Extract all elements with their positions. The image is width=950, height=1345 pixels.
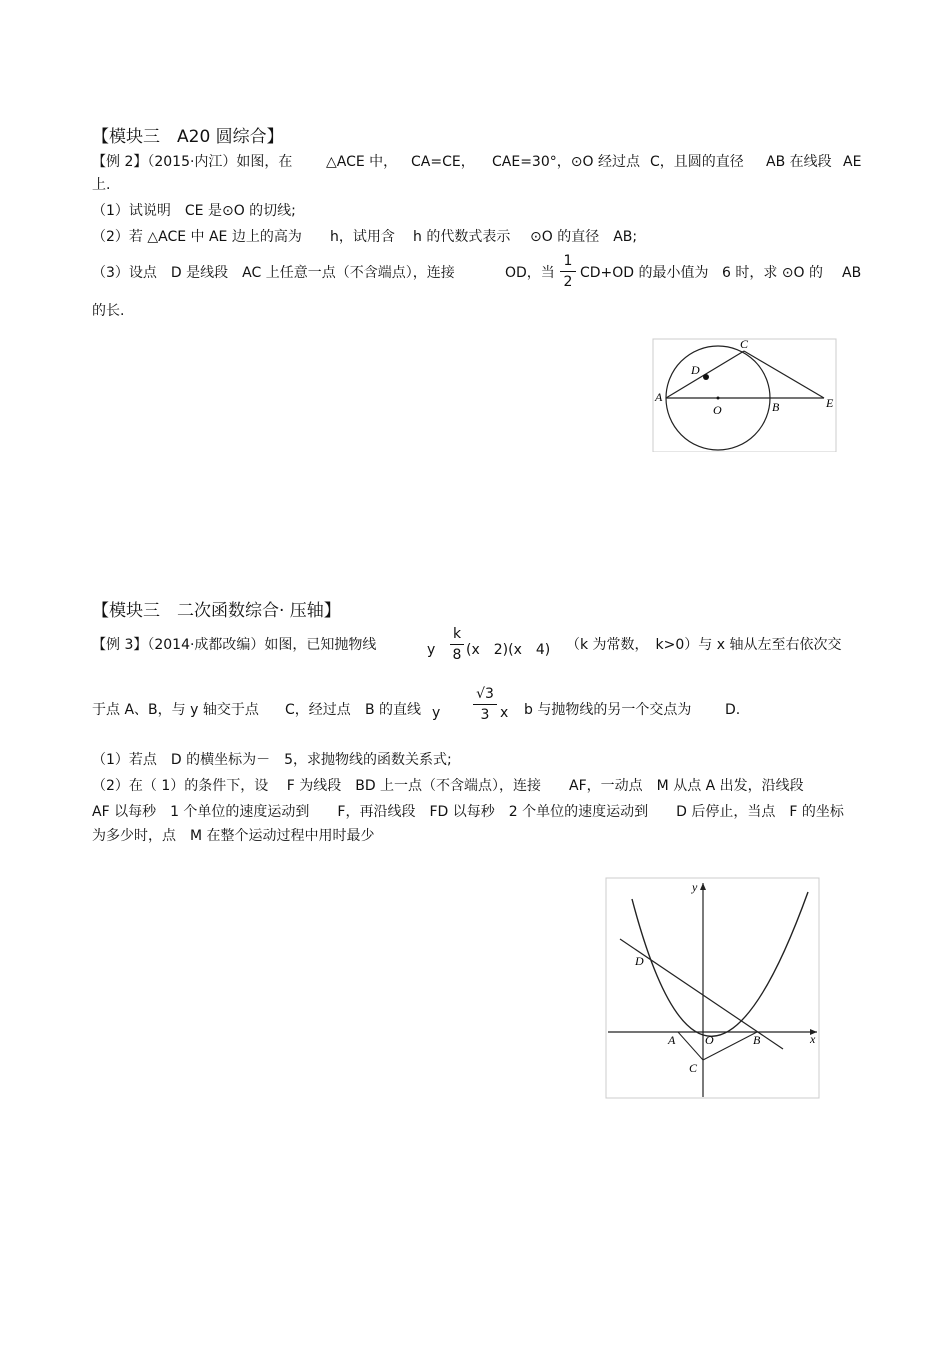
example2-tag: 【例 2】（2015·内江）如图，在 [92,154,293,170]
label-x: x [810,1032,816,1046]
fraction-bar [473,704,497,705]
example2-cond1: CA=CE， [411,154,475,170]
fraction-one-half [560,253,576,290]
module2-heading: 【模块三 二次函数综合· 压轴】 [92,601,341,621]
label-c: C [740,338,749,351]
example3-q1: （1）若点 D 的横坐标为－ 5，求抛物线的函数关系式; [92,752,452,768]
module1-heading: 【模块三 A20 圆综合】 [92,127,284,147]
example2-cond3: C，且圆的直径 [650,154,744,170]
example3-line2c: B 的直线 [365,702,422,718]
fraction-numerator: 1 [563,253,573,269]
label-e: E [826,396,834,410]
example2-q2d: ⊙O 的直径 AB; [530,229,638,245]
example3-q2a: （2）在（ 1）的条件下，设 F 为线段 BD 上一点（不含端点），连接 AF，一动点 M 从点 A 出发，沿线段 [92,778,804,794]
example3-eq-rest: (x 2)(x 4) [466,642,551,658]
label-o: O [713,403,722,417]
example2-q2c: h 的代数式表示 [413,229,511,245]
example2-cond4: AB 在线段 [766,154,832,170]
example3-line2b: C，经过点 [285,702,351,718]
fraction-denominator: 8 [452,647,462,663]
example2-cond5: AE [843,154,862,170]
example2-q1: （1）试说明 CE 是⊙O 的切线; [92,203,296,219]
example2-q3a: （3）设点 D 是线段 AC 上任意一点（不含端点），连接 [92,265,455,281]
example3-q2b: AF 以每秒 1 个单位的速度运动到 F，再沿线段 FD 以每秒 2 个单位的速度运动到 D 后停止，当点 F 的坐标 [92,804,844,820]
label-b: B [753,1033,761,1047]
label-c: C [689,1061,698,1075]
circle-figure [652,338,838,452]
figure-frame [606,878,819,1098]
example2-triangle: △ACE 中， [326,154,398,170]
example3-line2d: b 与抛物线的另一个交点为 [524,702,692,718]
fraction-numerator: √3 [476,686,494,702]
example3-line2a: 于点 A、B，与 y 轴交于点 [92,702,259,718]
fraction-bar [450,644,464,645]
label-a: A [668,1033,676,1047]
fraction-denominator: 2 [563,274,573,290]
example3-eq-cond: （k 为常数， k>0）与 x 轴从左至右依次交 [566,637,842,653]
parabola-figure [605,877,821,1099]
label-a: A [655,390,663,404]
example3-tag: 【例 3】（2014·成都改编）如图，已知抛物线 [92,637,377,653]
example2-q2a: （2）若 △ACE 中 AE 边上的高为 [92,229,302,245]
fraction-numerator: k [452,626,462,642]
point-o [717,397,720,400]
example2-q3d: 6 时，求 ⊙O 的 [722,265,824,281]
label-d: D [691,363,700,377]
figure-frame [653,339,836,452]
example2-q2b: h，试用含 [330,229,395,245]
example2-line2: 上. [92,177,111,193]
fraction-bar [560,271,576,272]
label-y: y [692,880,698,894]
example2-cond2: CAE=30°，⊙O 经过点 [492,154,640,170]
label-b: B [772,400,780,414]
fraction-denominator: 3 [480,707,490,723]
label-d: D [635,954,644,968]
fraction-k-over-8 [450,626,464,663]
example3-eq-y: y [427,642,436,658]
example2-q3b: OD，当 [505,265,555,281]
example2-q3c: CD+OD 的最小值为 [580,265,709,281]
example3-line2e: D. [725,702,741,718]
example3-q2c: 为多少时，点 M 在整个运动过程中用时最少 [92,828,375,844]
example2-q3-line2: 的长. [92,303,125,319]
fraction-sqrt3-over-3 [473,686,497,723]
label-o: O [705,1033,714,1047]
example3-line-x: x [500,705,509,721]
example2-q3e: AB [842,265,862,281]
point-d [703,374,709,380]
example3-line-y: y [432,705,441,721]
